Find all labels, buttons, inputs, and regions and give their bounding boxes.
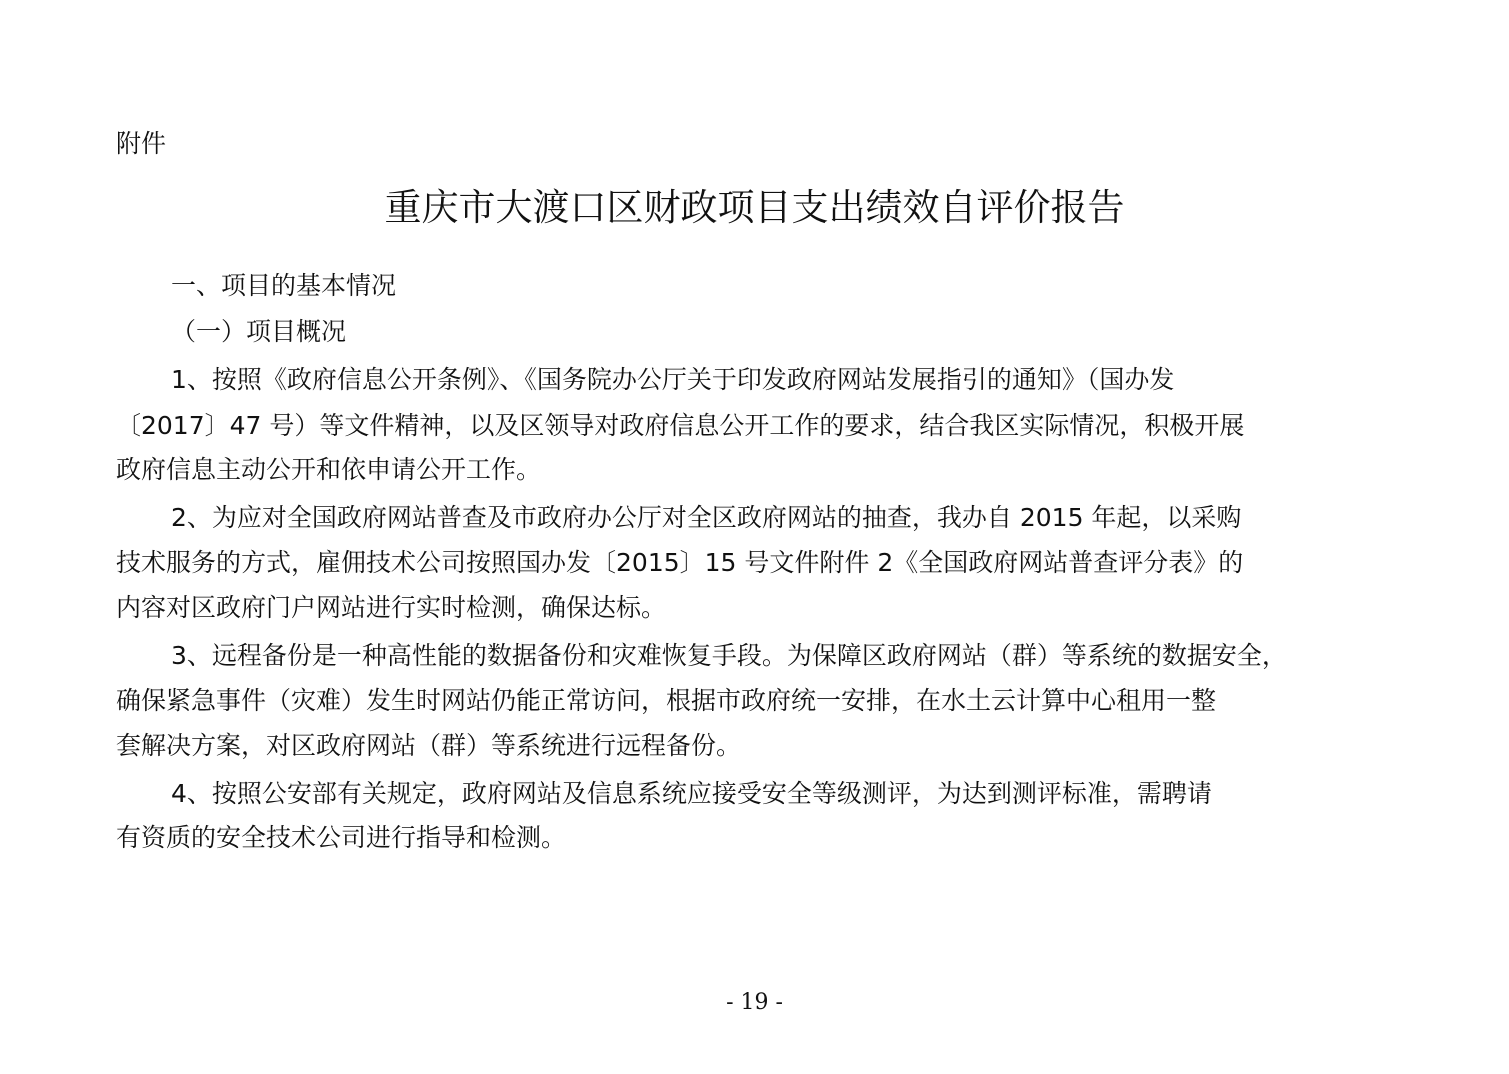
paragraph-line: 有资质的安全技术公司进行指导和检测。 <box>116 823 567 852</box>
page-number: - 19 - <box>726 990 783 1015</box>
subsection-heading: （一）项目概况 <box>171 317 347 346</box>
paragraph-line: 内容对区政府门户网站进行实时检测，确保达标。 <box>116 593 667 622</box>
section-heading: 一、项目的基本情况 <box>171 271 397 300</box>
paragraph-line: 3、远程备份是一种高性能的数据备份和灾难恢复手段。为保障区政府网站（群）等系统的数据安全， <box>171 641 1287 670</box>
paragraph-line: 套解决方案，对区政府网站（群）等系统进行远程备份。 <box>116 731 742 760</box>
paragraph-line: 技术服务的方式，雇佣技术公司按照国办发〔2015〕15 号文件附件 2《全国政府网站普查评分表》的 <box>116 548 1244 577</box>
paragraph-line: 〔2017〕47 号）等文件精神，以及区领导对政府信息公开工作的要求，结合我区实际情况，积极开展 <box>116 411 1245 440</box>
paragraph-line: 确保紧急事件（灾难）发生时网站仍能正常访问，根据市政府统一安排，在水土云计算中心租用一整 <box>116 686 1217 715</box>
attachment-label: 附件 <box>116 129 167 158</box>
paragraph-line: 4、按照公安部有关规定，政府网站及信息系统应接受安全等级测评，为达到测评标准，需聘请 <box>171 779 1212 808</box>
document-title: 重庆市大渡口区财政项目支出绩效自评价报告 <box>384 186 1125 229</box>
paragraph-line: 2、为应对全国政府网站普查及市政府办公厅对全区政府网站的抽查，我办自 2015 年起，以采购 <box>171 503 1242 532</box>
paragraph-line: 1、按照《政府信息公开条例》、《国务院办公厅关于印发政府网站发展指引的通知》（国办发 <box>171 365 1175 394</box>
paragraph-line: 政府信息主动公开和依申请公开工作。 <box>116 455 542 484</box>
